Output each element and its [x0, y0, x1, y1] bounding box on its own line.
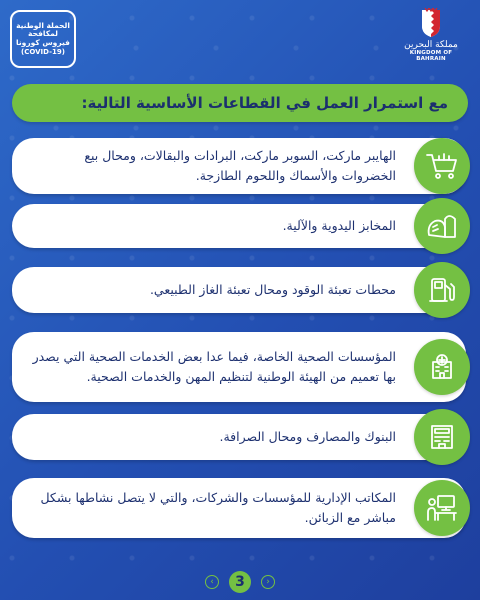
bank-icon: [414, 409, 470, 465]
next-page-button[interactable]: ›: [261, 575, 275, 589]
sector-text: محطات تعبئة الوقود ومحال تعبئة الغاز الطبيعي.: [149, 282, 396, 297]
kingdom-logo: [396, 8, 466, 72]
bahrain-emblem-icon: [420, 8, 442, 38]
campaign-line-2: لمكافحة: [28, 29, 58, 39]
sector-card-bakeries: [12, 204, 466, 248]
prev-page-button[interactable]: ‹: [205, 575, 219, 589]
bread-icon: [414, 198, 470, 254]
campaign-covid-label: (COVID-19): [21, 48, 65, 57]
page-title: مع استمرار العمل في القطاعات الأساسية التالية:: [81, 94, 448, 112]
sector-card-offices: [12, 478, 466, 538]
office-desk-icon: [414, 480, 470, 536]
sector-text: المخابز اليدوية والآلية.: [282, 218, 396, 233]
sector-text: الهايبر ماركت، السوبر ماركت، البرادات والبقالات، ومحال بيع الخضروات والأسماك واللحوم الطازجة.: [84, 148, 396, 183]
sector-card-groceries: [12, 138, 466, 194]
campaign-line-3: فيروس كورونا: [16, 37, 70, 47]
kingdom-name-arabic: مملكة البحرين: [404, 40, 458, 50]
page-number: 3: [229, 571, 251, 593]
title-bar: [12, 84, 468, 122]
campaign-line-1: الحملة الوطنية: [16, 20, 70, 30]
campaign-badge: [10, 10, 76, 68]
sector-text: المؤسسات الصحية الخاصة، فيما عدا بعض الخدمات الصحية التي يصدر بها تعميم من الهيئة الوطنية لتنظيم المهن والخدمات الصحية.: [32, 349, 396, 384]
sector-card-fuel: [12, 267, 466, 313]
sector-text: البنوك والمصارف ومحال الصرافة.: [219, 429, 396, 444]
sector-card-banks: [12, 414, 466, 460]
kingdom-name-english: KINGDOM OF BAHRAIN: [409, 50, 453, 62]
sector-card-health: [12, 332, 466, 402]
fuel-pump-icon: [414, 262, 470, 318]
sector-text: المكاتب الإدارية للمؤسسات والشركات، والتي لا يتصل نشاطها بشكل مباشر مع الزبائن.: [40, 490, 396, 525]
hospital-icon: [414, 339, 470, 395]
pagination: [0, 571, 480, 593]
shopping-cart-icon: [414, 138, 470, 194]
